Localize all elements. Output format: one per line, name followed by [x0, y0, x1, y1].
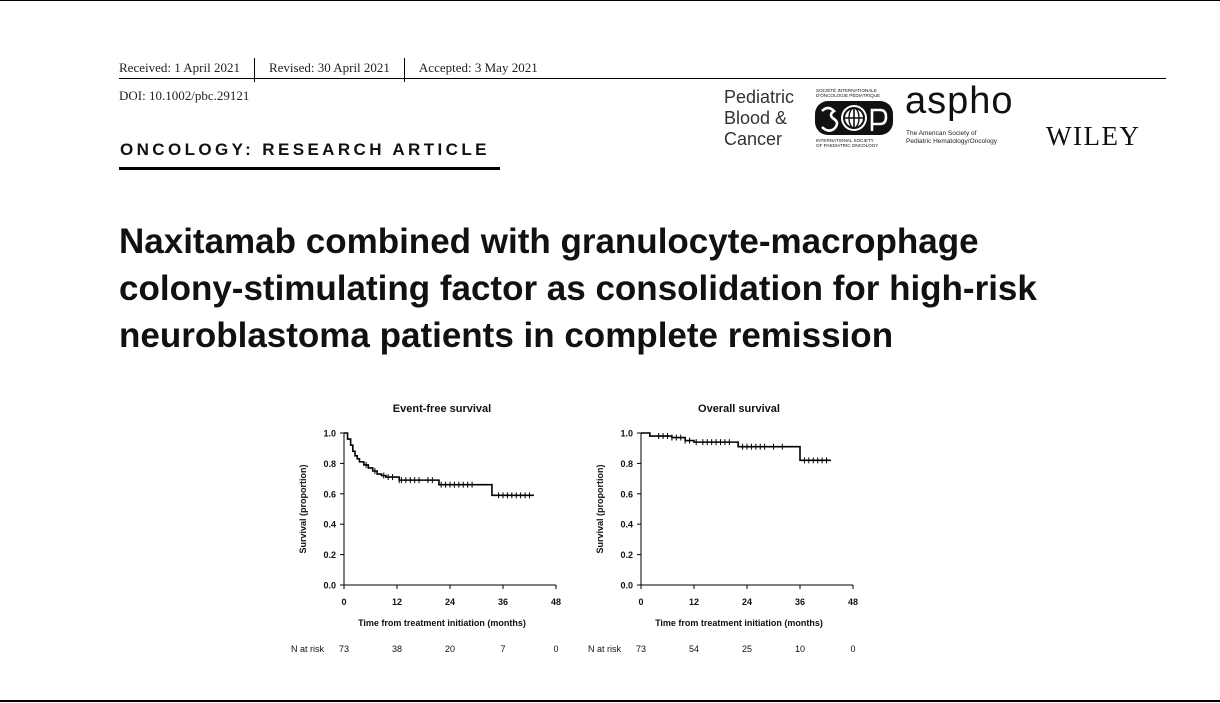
svg-text:D'ONCOLOGIE PÉDIATRIQUE: D'ONCOLOGIE PÉDIATRIQUE [816, 93, 881, 98]
chart2-at-risk-count: 54 [688, 644, 700, 654]
chart1-x-tick-label: 36 [497, 597, 509, 607]
article-history [119, 56, 538, 80]
chart1-y-tick-label: 0.4 [323, 519, 336, 530]
chart1-survival-curve [344, 433, 534, 495]
chart1-title: Event-free survival [392, 403, 492, 415]
chart1-x-axis-label: Time from treatment initiation (months) [358, 618, 526, 628]
chart2-at-risk-count: 73 [635, 644, 647, 654]
section-underline [119, 167, 500, 170]
chart2-y-tick-label: 0.8 [620, 458, 633, 469]
chart2-y-axis-label: Survival (proportion) [595, 464, 605, 554]
chart2-at-risk-label: N at risk [588, 644, 622, 654]
chart2-x-tick-label: 36 [794, 597, 806, 607]
chart1-y-axis-label: Survival (proportion) [298, 464, 308, 554]
chart1-x-tick-label: 24 [444, 597, 456, 607]
bottom-border [0, 700, 1220, 702]
chart1-at-risk-count: 7 [500, 644, 506, 654]
doi-link[interactable]: DOI: 10.1002/pbc.29121 [119, 88, 250, 103]
chart1-x-tick-label: 12 [391, 597, 403, 607]
chart1-y-tick-label: 0.2 [323, 550, 336, 561]
siop-logo [812, 86, 898, 152]
chart1-y-tick-label: 1.0 [323, 428, 336, 439]
chart1-at-risk-count: 0 [553, 644, 559, 654]
chart2-x-tick-label: 48 [847, 597, 859, 607]
chart1-y-tick-label: 0.0 [323, 580, 336, 591]
chart2-survival-curve [641, 433, 831, 460]
article-title: Naxitamab combined with granulocyte-macrophage colony-stimulating factor as consolidation for high-risk neuroblastoma patients in complete remission [119, 222, 1037, 355]
chart1-at-risk-label: N at risk [291, 644, 325, 654]
chart2-y-tick-label: 0.2 [620, 550, 633, 561]
chart2-y-tick-label: 0.4 [620, 519, 633, 530]
chart2-title: Overall survival [698, 403, 780, 415]
chart2-y-tick-label: 0.6 [620, 489, 633, 500]
chart1-y-tick-label: 0.8 [323, 458, 336, 469]
header-rule [119, 78, 1166, 79]
chart1-y-tick-label: 0.6 [323, 489, 336, 500]
chart2-y-tick-label: 1.0 [620, 428, 633, 439]
revised-date: Revised: 30 April 2021 [268, 60, 390, 75]
wiley-logo: WILEY [1046, 121, 1141, 151]
received-date: Received: 1 April 2021 [119, 60, 240, 75]
chart1-at-risk-count: 38 [391, 644, 403, 654]
chart1-x-tick-label: 0 [341, 597, 347, 607]
chart2-at-risk-count: 10 [794, 644, 806, 654]
section-label: ONCOLOGY: RESEARCH ARTICLE [120, 140, 490, 159]
chart2-at-risk-count: 25 [741, 644, 753, 654]
aspho-logo: aspho The American Society of Pediatric Hematology/Oncology [905, 80, 1014, 145]
svg-text:OF PAEDIATRIC ONCOLOGY: OF PAEDIATRIC ONCOLOGY [816, 143, 879, 148]
chart2-x-tick-label: 24 [741, 597, 753, 607]
svg-text:INTERNATIONAL SOCIETY: INTERNATIONAL SOCIETY [816, 138, 874, 143]
svg-text:SOCIÉTÉ INTERNATIONALE: SOCIÉTÉ INTERNATIONALE [816, 88, 877, 93]
survival-figure [280, 395, 880, 665]
chart2-x-tick-label: 0 [638, 597, 644, 607]
journal-logo: Pediatric Blood & Cancer [724, 87, 795, 149]
chart2-y-tick-label: 0.0 [620, 580, 633, 591]
chart2-at-risk-count: 0 [850, 644, 856, 654]
accepted-date: Accepted: 3 May 2021 [418, 60, 538, 75]
top-border [0, 0, 1220, 1]
survival-charts [280, 395, 880, 665]
chart1-x-tick-label: 48 [550, 597, 562, 607]
chart1-at-risk-count: 73 [338, 644, 350, 654]
chart2-x-axis-label: Time from treatment initiation (months) [655, 618, 823, 628]
chart1-at-risk-count: 20 [444, 644, 456, 654]
chart2-x-tick-label: 12 [688, 597, 700, 607]
